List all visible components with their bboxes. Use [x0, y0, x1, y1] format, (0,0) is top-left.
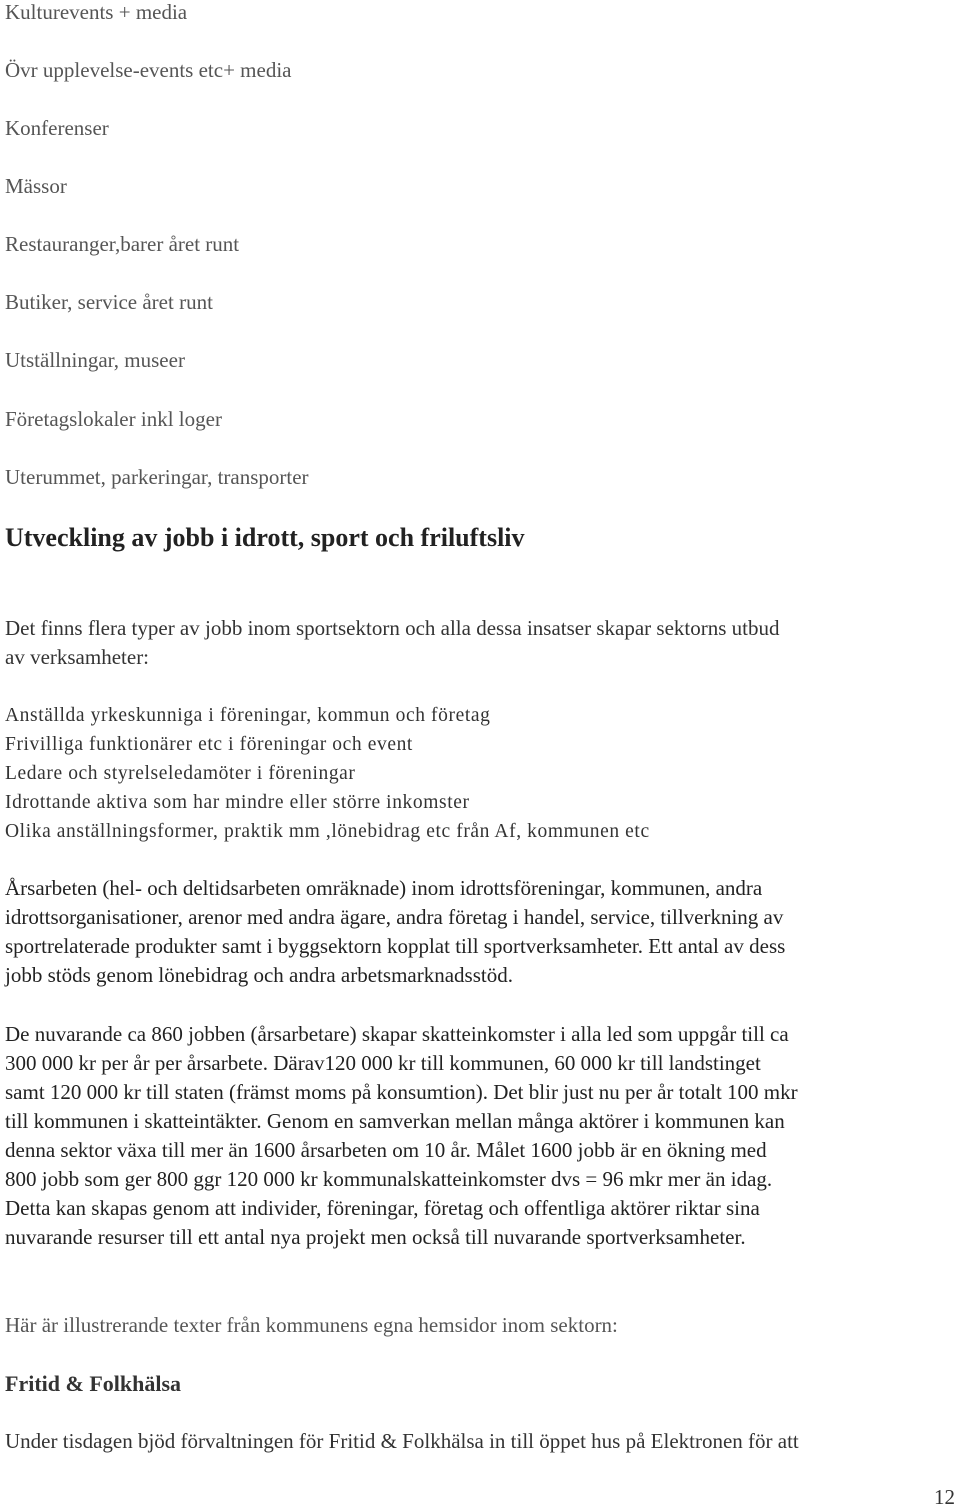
paragraph-line: jobb stöds genom lönebidrag och andra arbetsmarknadsstöd.	[5, 963, 513, 987]
paragraph-line: Årsarbeten (hel- och deltidsarbeten omräknade) inom idrottsföreningar, kommunen, andra	[5, 876, 763, 900]
paragraph-line: idrottsorganisationer, arenor med andra ägare, andra företag i handel, service, tillverkning av	[5, 905, 784, 929]
role-item: Anställda yrkeskunniga i föreningar, kommun och företag	[5, 705, 491, 726]
paragraph-line: sportrelaterade produkter samt i byggsektorn kopplat till sportverksamheter. Ett antal av dess	[5, 934, 786, 958]
paragraph-tax-income	[5, 1020, 950, 1252]
paragraph-annual-jobs	[5, 874, 950, 990]
intro-line: av verksamheter:	[5, 645, 150, 669]
paragraph-line: till kommunen i skatteintäkter. Genom en samverkan mellan många aktörer i kommunen kan	[5, 1109, 785, 1133]
list-item: Uterummet, parkeringar, transporter	[5, 465, 309, 489]
role-item: Ledare och styrelseledamöter i föreningar	[5, 763, 356, 784]
list-item: Övr upplevelse-events etc+ media	[5, 58, 292, 82]
role-item: Olika anställningsformer, praktik mm ,lönebidrag etc från Af, kommunen etc	[5, 821, 650, 842]
paragraph-line: 800 jobb som ger 800 ggr 120 000 kr kommunalskatteinkomster dvs = 96 mkr mer än idag.	[5, 1167, 773, 1191]
list-item: Butiker, service året runt	[5, 290, 213, 314]
paragraph-line: Detta kan skapas genom att individer, föreningar, företag och offentliga aktörer riktar sina	[5, 1196, 760, 1220]
list-item: Konferenser	[5, 116, 109, 140]
roles-list	[5, 701, 650, 846]
subheading: Fritid & Folkhälsa	[5, 1371, 182, 1396]
page-number: 12	[934, 1485, 955, 1509]
list-item: Företagslokaler inkl loger	[5, 407, 222, 431]
list-item: Restauranger,barer året runt	[5, 232, 240, 256]
paragraph-line: samt 120 000 kr till staten (främst moms på konsumtion). Det blir just nu per år totalt 100 mkr	[5, 1080, 798, 1104]
section-heading: Utveckling av jobb i idrott, sport och friluftsliv	[5, 523, 525, 552]
role-item: Idrottande aktiva som har mindre eller större inkomster	[5, 792, 470, 813]
list-item: Mässor	[5, 174, 67, 198]
paragraph-line: nuvarande resurser till ett antal nya projekt men också till nuvarande sportverksamheter.	[5, 1225, 746, 1249]
paragraph-line: denna sektor växa till mer än 1600 årsarbeten om 10 år. Målet 1600 jobb är en ökning med	[5, 1138, 767, 1162]
role-item: Frivilliga funktionärer etc i föreningar och event	[5, 734, 413, 755]
list-item: Utställningar, museer	[5, 348, 185, 372]
paragraph-line: 300 000 kr per år per årsarbete. Därav120 000 kr till kommunen, 60 000 kr till landstinget	[5, 1051, 761, 1075]
intro-line: Det finns flera typer av jobb inom sportsektorn och alla dessa insatser skapar sektorns utbud	[5, 616, 780, 640]
paragraph-line: De nuvarande ca 860 jobben (årsarbetare) skapar skatteinkomster i alla led som uppgår till ca	[5, 1022, 789, 1046]
illustrative-intro: Här är illustrerande texter från kommunens egna hemsidor inom sektorn:	[5, 1313, 618, 1337]
body-line: Under tisdagen bjöd förvaltningen för Fritid & Folkhälsa in till öppet hus på Elektronen för att	[5, 1429, 799, 1453]
list-item: Kulturevents + media	[5, 0, 188, 24]
